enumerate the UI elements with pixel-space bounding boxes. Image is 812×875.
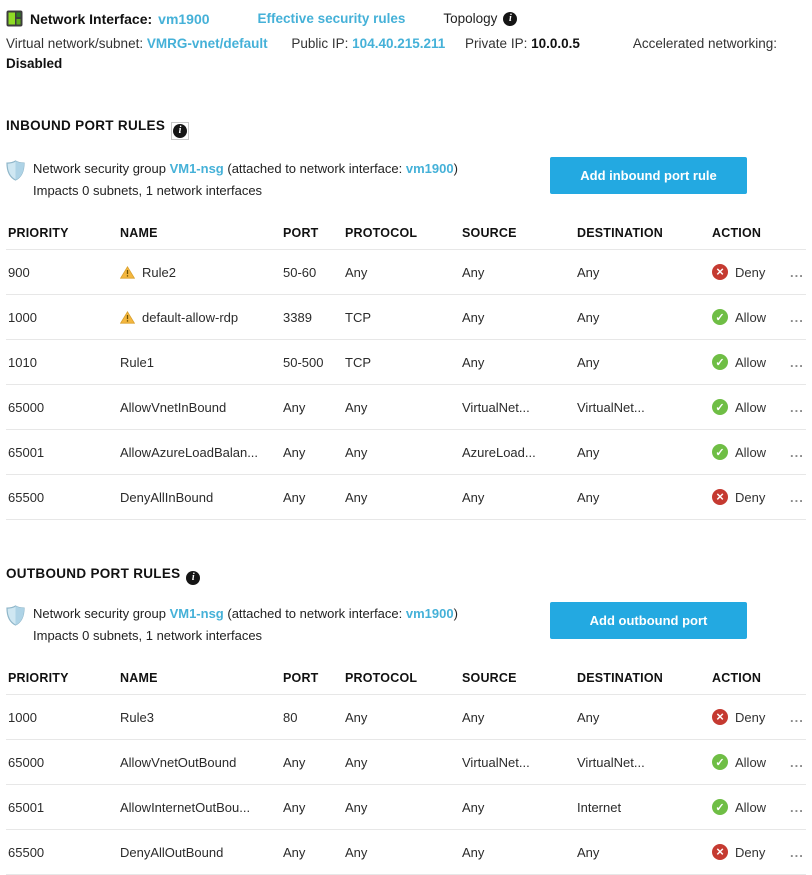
outbound-impacts-line: Impacts 0 subnets, 1 network interfaces (33, 628, 263, 643)
cell-protocol: TCP (345, 309, 371, 325)
table-row[interactable] (6, 784, 806, 829)
cell-priority: 1000 (8, 309, 37, 325)
outbound-info-icon[interactable]: i (186, 571, 200, 585)
cell-destination: Any (577, 444, 600, 460)
row-menu-ellipsis[interactable]: ... (790, 489, 804, 505)
cell-action (712, 709, 790, 725)
nsg-shield-icon (6, 160, 25, 184)
cell-priority: 65500 (8, 489, 45, 505)
table-row[interactable] (6, 739, 806, 784)
inbound-nsg-line (33, 159, 550, 178)
table-row[interactable] (6, 474, 806, 520)
cell-destination: Internet (577, 799, 622, 815)
cell-name (120, 310, 283, 325)
table-row[interactable] (6, 339, 806, 384)
rule-name: AllowInternetOutBou... (120, 799, 251, 815)
allow-icon (712, 399, 728, 415)
cell-name (120, 355, 283, 370)
cell-source: Any (462, 489, 485, 505)
col-name: NAME (120, 670, 158, 685)
deny-icon (712, 844, 728, 860)
cell-name (120, 800, 283, 815)
inbound-nsg-text (33, 159, 550, 200)
cell-priority: 65500 (8, 844, 45, 860)
nsg-middle: (attached to network interface: (227, 161, 403, 176)
col-action: ACTION (712, 670, 762, 685)
col-port: PORT (283, 670, 319, 685)
cell-action (712, 354, 790, 370)
cell-source: Any (462, 309, 485, 325)
cell-action (712, 309, 790, 325)
action-label: Allow (735, 399, 767, 415)
row-menu-ellipsis[interactable]: ... (790, 444, 804, 460)
action-label: Allow (735, 799, 767, 815)
cell-source: VirtualNet... (462, 399, 530, 415)
cell-protocol: TCP (345, 354, 371, 370)
table-row[interactable] (6, 429, 806, 474)
public-ip-label: Public IP: (291, 36, 349, 51)
nsg-link[interactable]: VM1-nsg (169, 606, 224, 621)
allow-icon (712, 354, 728, 370)
page-header (6, 8, 806, 29)
outbound-section-title-text: OUTBOUND PORT RULES (6, 566, 181, 581)
cell-protocol: Any (345, 444, 368, 460)
rule-name: AllowVnetOutBound (120, 754, 237, 770)
cell-destination: Any (577, 844, 600, 860)
cell-destination: VirtualNet... (577, 399, 645, 415)
nsg-link[interactable]: VM1-nsg (169, 161, 224, 176)
inbound-section-title-text: INBOUND PORT RULES (6, 118, 166, 133)
topology-info-icon[interactable]: i (503, 12, 517, 26)
row-menu-ellipsis[interactable]: ... (790, 754, 804, 770)
cell-protocol: Any (345, 399, 368, 415)
warning-icon (120, 266, 135, 279)
action-label: Allow (735, 354, 767, 370)
deny-icon (712, 709, 728, 725)
cell-priority: 65000 (8, 754, 45, 770)
cell-priority: 900 (8, 264, 30, 280)
nsg-suffix: ) (453, 161, 458, 176)
topology-label[interactable]: Topology (443, 11, 498, 26)
col-priority: PRIORITY (8, 670, 69, 685)
accelerated-networking-value: Disabled (6, 56, 63, 71)
table-row[interactable] (6, 384, 806, 429)
action-label: Deny (735, 489, 766, 505)
network-interface-icon (6, 10, 23, 27)
cell-port: 50-500 (283, 354, 324, 370)
table-row[interactable] (6, 249, 806, 294)
cell-priority: 65000 (8, 399, 45, 415)
cell-destination: Any (577, 354, 600, 370)
add-inbound-port-rule-button[interactable]: Add inbound port rule (550, 157, 747, 194)
cell-source: Any (462, 354, 485, 370)
cell-action (712, 399, 790, 415)
nsg-interface-link[interactable]: vm1900 (405, 161, 454, 176)
outbound-nsg-line (33, 604, 550, 623)
cell-destination: VirtualNet... (577, 754, 645, 770)
action-label: Deny (735, 709, 766, 725)
cell-protocol: Any (345, 489, 368, 505)
nsg-prefix: Network security group (33, 606, 166, 621)
table-row[interactable] (6, 694, 806, 739)
rule-name: AllowVnetInBound (120, 399, 227, 415)
action-label: Allow (735, 444, 767, 460)
inbound-info-icon-box[interactable] (171, 122, 189, 140)
cell-action (712, 844, 790, 860)
inbound-table-header (6, 216, 806, 249)
col-protocol: PROTOCOL (345, 670, 418, 685)
cell-name (120, 265, 283, 280)
row-menu-ellipsis[interactable]: ... (790, 844, 804, 860)
cell-source: Any (462, 844, 485, 860)
cell-port: 80 (283, 709, 298, 725)
cell-port: Any (283, 444, 306, 460)
page-title: Network Interface: (30, 10, 153, 27)
action-label: Deny (735, 844, 766, 860)
cell-destination: Any (577, 264, 600, 280)
private-ip-label: Private IP: (465, 36, 528, 51)
deny-icon (712, 489, 728, 505)
cell-source: Any (462, 709, 485, 725)
cell-protocol: Any (345, 844, 368, 860)
row-menu-ellipsis[interactable]: ... (790, 799, 804, 815)
vnet-subnet-label: Virtual network/subnet: (6, 36, 144, 51)
cell-name (120, 845, 283, 860)
nsg-prefix: Network security group (33, 161, 166, 176)
col-source: SOURCE (462, 225, 517, 240)
allow-icon (712, 754, 728, 770)
deny-icon (712, 264, 728, 280)
inbound-rules-table (6, 216, 806, 520)
cell-priority: 65001 (8, 799, 45, 815)
cell-name (120, 710, 283, 725)
rule-name: DenyAllOutBound (120, 844, 224, 860)
rule-name: Rule1 (120, 354, 154, 370)
cell-source: VirtualNet... (462, 754, 530, 770)
row-menu-ellipsis[interactable]: ... (790, 399, 804, 415)
rule-name: Rule2 (142, 264, 176, 280)
cell-protocol: Any (345, 754, 368, 770)
rule-name: DenyAllInBound (120, 489, 214, 505)
row-menu-ellipsis[interactable]: ... (790, 354, 804, 370)
action-label: Deny (735, 264, 766, 280)
rule-name: AllowAzureLoadBalan... (120, 444, 259, 460)
nsg-middle: (attached to network interface: (227, 606, 403, 621)
nsg-interface-link[interactable]: vm1900 (405, 606, 454, 621)
rule-name: Rule3 (120, 709, 154, 725)
cell-port: Any (283, 399, 306, 415)
col-action: ACTION (712, 225, 762, 240)
vnet-subnet-link[interactable]: VMRG-vnet/default (146, 36, 268, 51)
cell-action (712, 444, 790, 460)
warning-icon (120, 311, 135, 324)
cell-action (712, 264, 790, 280)
table-row[interactable] (6, 829, 806, 875)
inbound-nsg-row (6, 159, 806, 200)
rule-name: default-allow-rdp (142, 309, 239, 325)
accelerated-networking-label: Accelerated networking: (632, 36, 777, 51)
col-destination: DESTINATION (577, 670, 663, 685)
col-destination: DESTINATION (577, 225, 663, 240)
allow-icon (712, 799, 728, 815)
cell-port: 3389 (283, 309, 312, 325)
cell-source: Any (462, 799, 485, 815)
row-menu-ellipsis[interactable]: ... (790, 709, 804, 725)
cell-port: 50-60 (283, 264, 317, 280)
cell-protocol: Any (345, 709, 368, 725)
cell-protocol: Any (345, 799, 368, 815)
inbound-info-icon[interactable]: i (173, 124, 187, 138)
outbound-rules-table (6, 661, 806, 875)
public-ip-link[interactable]: 104.40.215.211 (352, 36, 446, 51)
cell-priority: 65001 (8, 444, 45, 460)
nsg-suffix: ) (453, 606, 458, 621)
cell-port: Any (283, 754, 306, 770)
interface-name-link[interactable]: vm1900 (158, 10, 210, 27)
cell-priority: 1000 (8, 709, 37, 725)
cell-priority: 1010 (8, 354, 37, 370)
outbound-table-header (6, 661, 806, 694)
cell-protocol: Any (345, 264, 368, 280)
col-name: NAME (120, 225, 158, 240)
row-menu-ellipsis[interactable]: ... (790, 309, 804, 325)
cell-action (712, 799, 790, 815)
action-label: Allow (735, 754, 767, 770)
table-row[interactable] (6, 294, 806, 339)
cell-name (120, 445, 283, 460)
cell-destination: Any (577, 489, 600, 505)
inbound-impacts-line: Impacts 0 subnets, 1 network interfaces (33, 183, 263, 198)
cell-destination: Any (577, 309, 600, 325)
interface-summary (6, 34, 806, 74)
add-outbound-port-rule-button[interactable]: Add outbound port (550, 602, 747, 639)
cell-action (712, 754, 790, 770)
cell-port: Any (283, 799, 306, 815)
outbound-section-title (6, 566, 806, 585)
cell-source: AzureLoad... (462, 444, 536, 460)
row-menu-ellipsis[interactable]: ... (790, 264, 804, 280)
effective-security-rules-link[interactable]: Effective security rules (257, 11, 406, 26)
cell-name (120, 490, 283, 505)
inbound-section-title (6, 118, 806, 140)
col-source: SOURCE (462, 670, 517, 685)
action-label: Allow (735, 309, 767, 325)
cell-name (120, 400, 283, 415)
col-priority: PRIORITY (8, 225, 69, 240)
outbound-nsg-text (33, 604, 550, 645)
cell-action (712, 489, 790, 505)
private-ip-value: 10.0.0.5 (531, 36, 580, 51)
outbound-nsg-row (6, 604, 806, 645)
nsg-shield-icon (6, 605, 25, 629)
cell-port: Any (283, 489, 306, 505)
cell-source: Any (462, 264, 485, 280)
cell-port: Any (283, 844, 306, 860)
allow-icon (712, 309, 728, 325)
allow-icon (712, 444, 728, 460)
col-protocol: PROTOCOL (345, 225, 418, 240)
cell-name (120, 755, 283, 770)
cell-destination: Any (577, 709, 600, 725)
col-port: PORT (283, 225, 319, 240)
